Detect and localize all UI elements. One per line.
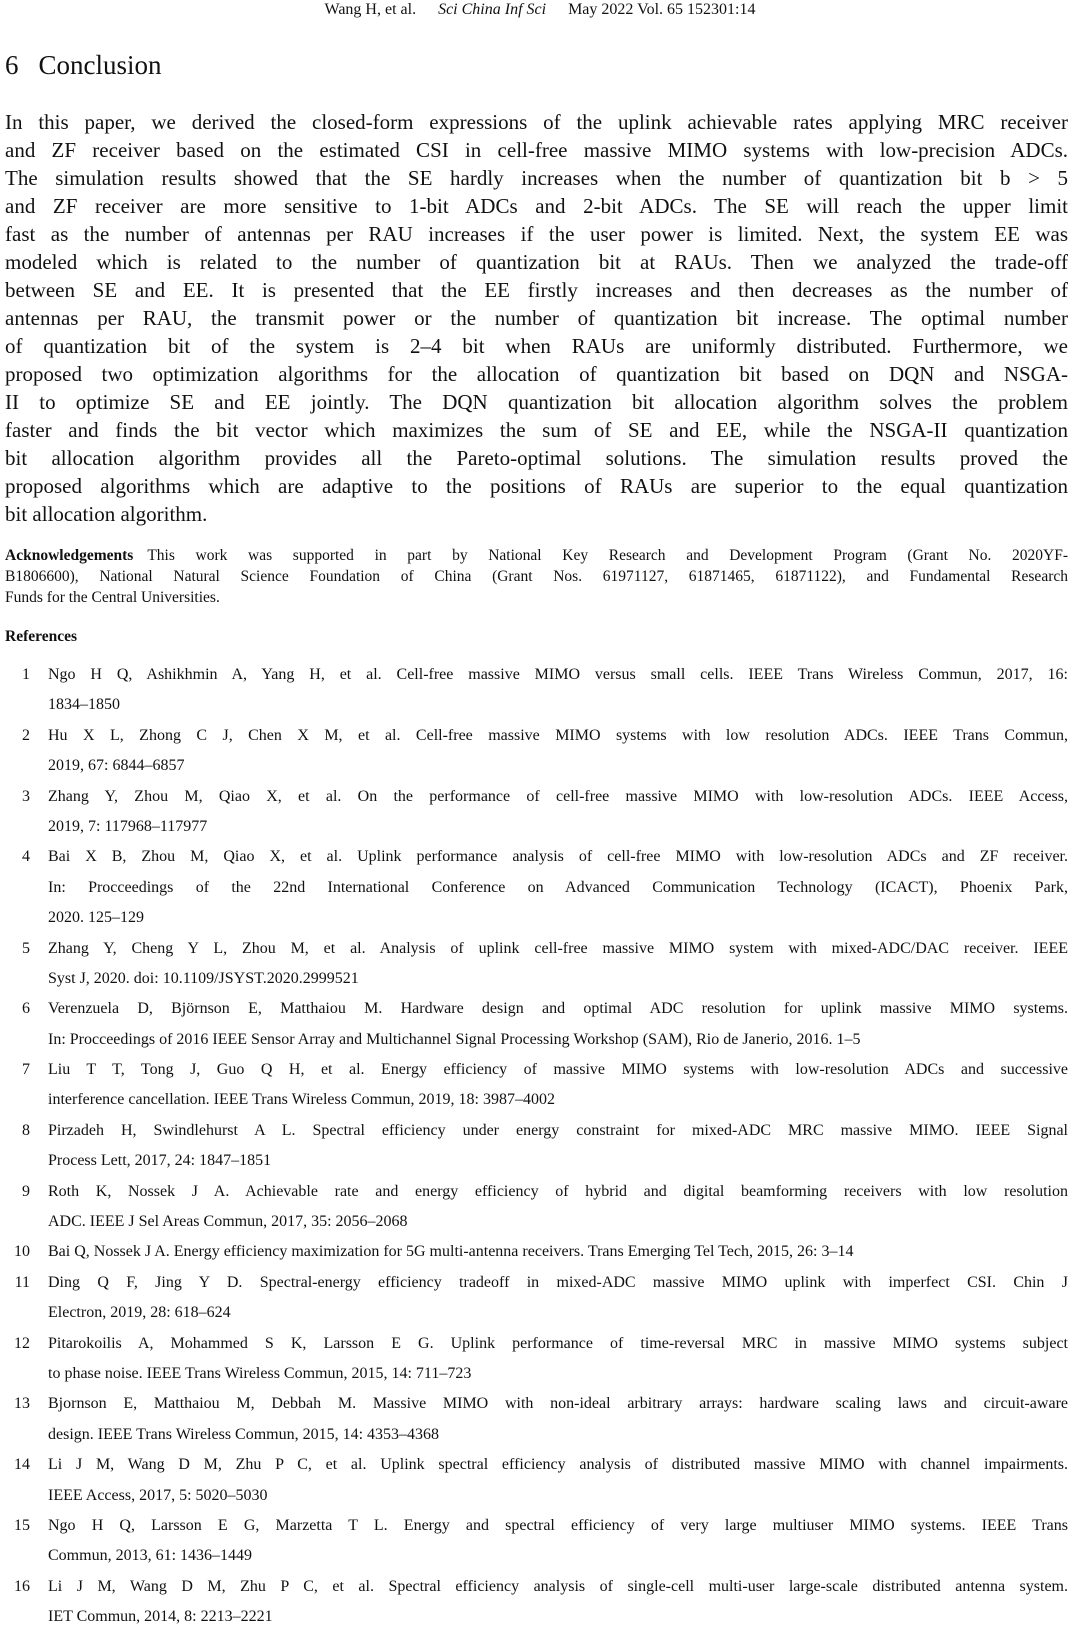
reference-line: 2019, 7: 117968–117977 xyxy=(48,817,208,835)
paragraph-line: and ZF receiver are more sensitive to 1-bit ADCs and 2-bit ADCs. The SE will reach the upper limit xyxy=(5,194,1068,218)
reference-line: Process Lett, 2017, 24: 1847–1851 xyxy=(48,1152,272,1170)
ack-text: B1806600), National Natural Science Foundation of China (Grant Nos. 61971127, 61871465, 61871122), and Fundamental Research xyxy=(5,568,1068,585)
paragraph-line: faster and finds the bit vector which maximizes the sum of SE and EE, while the NSGA-II quantization xyxy=(5,418,1068,442)
header-issue: May 2022 Vol. 65 152301:14 xyxy=(568,1,756,18)
reference-number: 16 xyxy=(14,1577,30,1595)
reference-line: Ngo H Q, Ashikhmin A, Yang H, et al. Cell-free massive MIMO versus small cells. IEEE Trans Wireless Commun, 2017, 16: xyxy=(48,666,1068,683)
reference-item xyxy=(0,1450,1068,1511)
reference-line: In: Procceedings of the 22nd International Conference on Advanced Communication Technology (ICACT), Phoenix Park, xyxy=(48,878,1068,896)
reference-item xyxy=(0,1116,1068,1177)
reference-line: Ngo H Q, Larsson E G, Marzetta T L. Energy and spectral efficiency of very large multiuser MIMO systems. IEEE Trans xyxy=(48,1516,1068,1534)
running-header xyxy=(0,0,1080,20)
reference-line: IEEE Access, 2017, 5: 5020–5030 xyxy=(48,1486,268,1504)
reference-line: Bai X B, Zhou M, Qiao X, et al. Uplink performance analysis of cell-free MIMO with low-resolution ADCs and ZF receiver. xyxy=(48,848,1068,866)
reference-number: 2 xyxy=(22,726,30,744)
reference-item xyxy=(0,721,1068,782)
reference-line: Pitarokoilis A, Mohammed S K, Larsson E G. Uplink performance of time-reversal MRC in massive MIMO systems subject xyxy=(48,1334,1068,1352)
reference-item xyxy=(0,1572,1068,1633)
ack-line xyxy=(5,587,1068,608)
references-list xyxy=(0,660,1068,1633)
reference-item xyxy=(0,934,1068,995)
reference-item xyxy=(0,1329,1068,1390)
reference-item xyxy=(0,842,1068,933)
reference-line: design. IEEE Trans Wireless Commun, 2015, 14: 4353–4368 xyxy=(48,1425,440,1443)
reference-item xyxy=(0,1511,1068,1572)
reference-line: interference cancellation. IEEE Trans Wireless Commun, 2019, 18: 3987–4002 xyxy=(48,1091,555,1109)
paragraph-line: modeled which is related to the number of quantization bit at RAUs. Then we analyzed the trade-off xyxy=(5,250,1068,274)
paragraph-line: II to optimize SE and EE jointly. The DQN quantization bit allocation algorithm solves the problem xyxy=(5,390,1068,414)
reference-item xyxy=(0,660,1068,721)
reference-number: 12 xyxy=(14,1334,30,1352)
reference-number: 9 xyxy=(22,1182,30,1200)
ack-text: Funds for the Central Universities. xyxy=(5,589,220,606)
section-heading xyxy=(5,50,162,81)
section-number: 6 xyxy=(5,50,19,80)
paragraph-line: of quantization bit of the system is 2–4 bit when RAUs are uniformly distributed. Furthermore, we xyxy=(5,334,1068,358)
reference-number: 6 xyxy=(22,1000,30,1018)
reference-line: Ding Q F, Jing Y D. Spectral-energy efficiency tradeoff in mixed-ADC massive MIMO uplink with imperfect CSI. Chin J xyxy=(48,1273,1068,1291)
reference-item xyxy=(0,782,1068,843)
paragraph-line: and ZF receiver based on the estimated CSI in cell-free massive MIMO systems with low-precision ADCs. xyxy=(5,138,1068,162)
paragraph-line: The simulation results showed that the SE hardly increases when the number of quantization bit b > 5 xyxy=(5,166,1068,190)
reference-line: Electron, 2019, 28: 618–624 xyxy=(48,1304,231,1322)
reference-line: Hu X L, Zhong C J, Chen X M, et al. Cell-free massive MIMO systems with low resolution ADCs. IEEE Trans Commun, xyxy=(48,726,1068,744)
reference-line: Li J M, Wang D M, Zhu P C, et al. Uplink spectral efficiency analysis of distributed massive MIMO with channel impairments. xyxy=(48,1456,1068,1474)
paragraph-line: between SE and EE. It is presented that the EE firstly increases and then decreases as the number of xyxy=(5,278,1068,302)
ack-line xyxy=(5,566,1068,587)
reference-line: 1834–1850 xyxy=(48,696,120,714)
reference-line: Zhang Y, Cheng Y L, Zhou M, et al. Analysis of uplink cell-free massive MIMO system with mixed-ADC/DAC receiver. IEEE xyxy=(48,939,1068,957)
reference-number: 4 xyxy=(22,848,30,866)
conclusion-paragraph xyxy=(5,108,1068,528)
reference-number: 15 xyxy=(14,1516,30,1534)
ack-label: Acknowledgements xyxy=(5,547,134,564)
reference-line: IET Commun, 2014, 8: 2213–2221 xyxy=(48,1608,273,1626)
reference-number: 1 xyxy=(22,666,30,683)
reference-number: 8 xyxy=(22,1121,30,1139)
reference-item xyxy=(0,1268,1068,1329)
paragraph-line: In this paper, we derived the closed-form expressions of the uplink achievable rates applying MRC receiver xyxy=(5,110,1068,134)
reference-item xyxy=(0,1177,1068,1238)
reference-line: Roth K, Nossek J A. Achievable rate and energy efficiency of hybrid and digital beamforming receivers with low resolution xyxy=(48,1182,1068,1200)
reference-line: In: Procceedings of 2016 IEEE Sensor Array and Multichannel Signal Processing Workshop (SAM), Rio de Janerio, 2016. 1–5 xyxy=(48,1030,861,1048)
reference-line: Liu T T, Tong J, Guo Q H, et al. Energy efficiency of massive MIMO systems with low-resolution ADCs and successive xyxy=(48,1061,1068,1079)
reference-line: Bai Q, Nossek J A. Energy efficiency maximization for 5G multi-antenna receivers. Trans Emerging Tel Tech, 2015, 26: 3–14 xyxy=(48,1243,854,1261)
section-title: Conclusion xyxy=(38,50,162,80)
reference-item xyxy=(0,994,1068,1055)
reference-line: Li J M, Wang D M, Zhu P C, et al. Spectral efficiency analysis of single-cell multi-user large-scale distributed antenna system. xyxy=(48,1577,1068,1595)
reference-number: 13 xyxy=(14,1395,30,1413)
paragraph-line: bit allocation algorithm. xyxy=(5,502,208,526)
ack-line xyxy=(5,545,1068,566)
reference-line: ADC. IEEE J Sel Areas Commun, 2017, 35: 2056–2068 xyxy=(48,1213,408,1231)
acknowledgements xyxy=(5,545,1068,608)
reference-line: Bjornson E, Matthaiou M, Debbah M. Massive MIMO with non-ideal arbitrary arrays: hardware scaling laws and circuit-aware xyxy=(48,1395,1068,1413)
paragraph-line: proposed algorithms which are adaptive to the positions of RAUs are superior to the equal quantization xyxy=(5,474,1068,498)
reference-line: 2019, 67: 6844–6857 xyxy=(48,757,185,775)
reference-line: Syst J, 2020. doi: 10.1109/JSYST.2020.2999521 xyxy=(48,969,359,987)
paragraph-line: proposed two optimization algorithms for the allocation of quantization bit based on DQN and NSGA- xyxy=(5,362,1068,386)
reference-line: Pirzadeh H, Swindlehurst A L. Spectral efficiency under energy constraint for mixed-ADC MRC massive MIMO. IEEE Signal xyxy=(48,1121,1068,1139)
reference-line: Zhang Y, Zhou M, Qiao X, et al. On the performance of cell-free massive MIMO with low-resolution ADCs. IEEE Access, xyxy=(48,787,1068,805)
reference-number: 7 xyxy=(22,1061,30,1079)
references-heading: References xyxy=(5,628,78,645)
header-journal: Sci China Inf Sci xyxy=(438,1,547,18)
reference-number: 11 xyxy=(14,1273,30,1291)
reference-item xyxy=(0,1055,1068,1116)
reference-item xyxy=(0,1389,1068,1450)
paragraph-line: bit allocation algorithm provides all the Pareto-optimal solutions. The simulation results proved the xyxy=(5,446,1068,470)
reference-number: 3 xyxy=(22,787,30,805)
reference-number: 5 xyxy=(22,939,30,957)
reference-line: Verenzuela D, Björnson E, Matthaiou M. Hardware design and optimal ADC resolution for uplink massive MIMO systems. xyxy=(48,1000,1068,1018)
header-authors: Wang H, et al. xyxy=(324,1,417,18)
ack-text: This work was supported in part by National Key Research and Development Program (Grant No. 2020YF- xyxy=(147,547,1068,564)
reference-number: 10 xyxy=(14,1243,30,1261)
reference-line: 2020. 125–129 xyxy=(48,909,144,927)
reference-line: to phase noise. IEEE Trans Wireless Commun, 2015, 14: 711–723 xyxy=(48,1364,472,1382)
paragraph-line: antennas per RAU, the transmit power or the number of quantization bit increase. The optimal number xyxy=(5,306,1068,330)
reference-line: Commun, 2013, 61: 1436–1449 xyxy=(48,1547,253,1565)
paragraph-line: fast as the number of antennas per RAU increases if the user power is limited. Next, the system EE was xyxy=(5,222,1068,246)
reference-item xyxy=(0,1237,1068,1267)
reference-number: 14 xyxy=(14,1456,30,1474)
